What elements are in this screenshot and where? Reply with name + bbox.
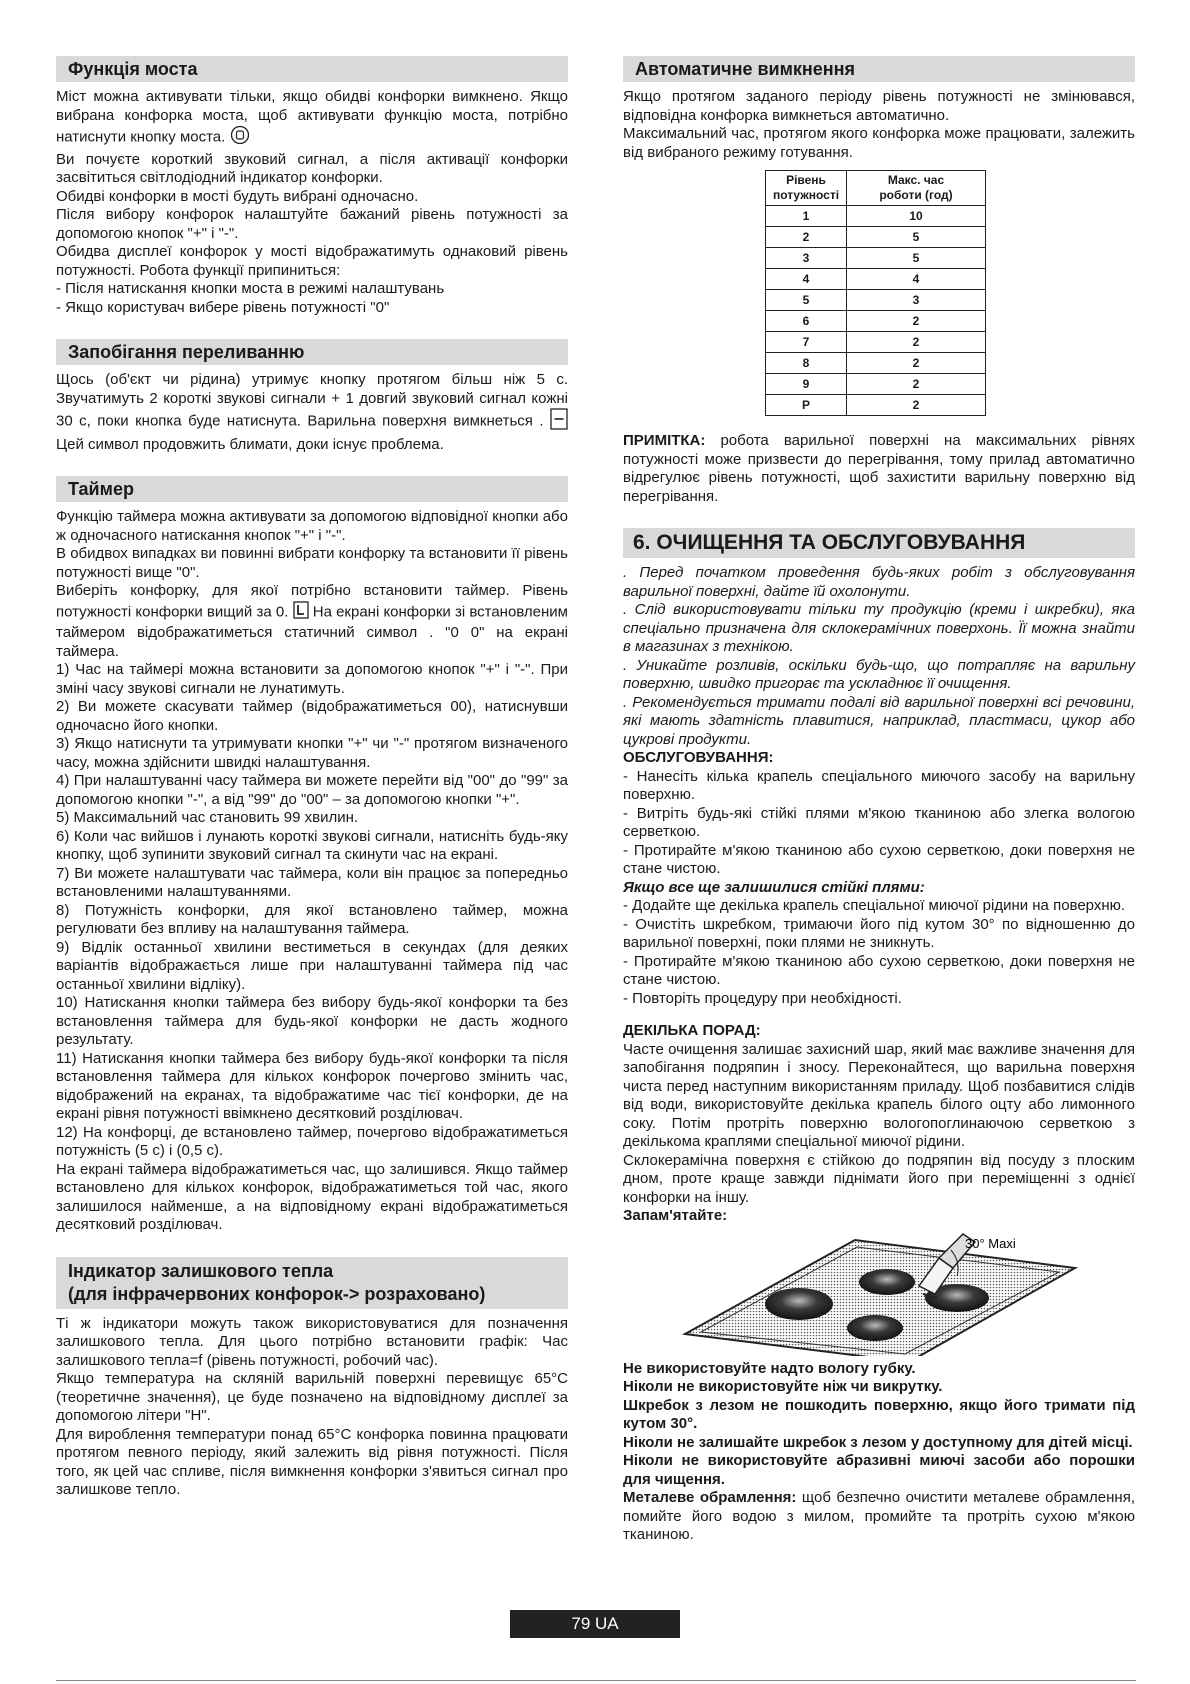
max-time-table-body (766, 206, 986, 416)
maintenance-step-1: - Нанесіть кілька крапель спеціального миючого засобу на варильну поверхню. (623, 767, 1135, 803)
table-row (766, 395, 986, 416)
power-level-cell: 2 (766, 227, 847, 248)
residual-text-2: Якщо температура на скляній варильній поверхні перевищує 65°C (теоретичне значення), це буде позначено на відповідному дисплеї за допомогою літери "H". (56, 1370, 568, 1424)
residual-heading-line-2: (для інфрачервоних конфорок-> розраховано) (68, 1283, 486, 1304)
timer-item-3: 3) Якщо натиснути та утримувати кнопки "+" чи "-" протягом визначеного часу, можна здійснити швидкі налаштування. (56, 735, 568, 771)
bridge-button-icon (230, 125, 250, 151)
timer-item-8: 8) Потужність конфорки, для якої встановлено таймер, можна регулювати без впливу на налаштування таймера. (56, 901, 568, 937)
stain-step-2: - Очистіть шкребком, тримаючи його під кутом 30° по відношенню до варильної поверхні, поки плями не зникнуть. (623, 915, 1135, 951)
bridge-bullet-2: - Якщо користувач вибере рівень потужності "0" (56, 298, 390, 316)
maintenance-label: ОБСЛУГОВУВАННЯ: (623, 749, 774, 766)
maintenance-step-3: - Протирайте м'якою тканиною або сухою серветкою, доки поверхня не стане чистою. (623, 841, 1135, 877)
table-row (766, 227, 986, 248)
max-hours-cell: 2 (847, 395, 986, 416)
max-hours-cell: 2 (847, 332, 986, 353)
bridge-heading: Функція моста (56, 56, 568, 82)
tips-text-1: Часте очищення залишає захисний шар, який має важливе значення для запобігання подряпин і зносу. Переконайтеся, що варильна поверхня чиста перед наступним використанням приладу. Щоб позбавитися слідів від води, використовуйте декілька крапель білого оцту або лимонного соку. Потім протріть поверхню вологопоглинаючою серветкою з декількома краплями спеціальної миючої рідини. (623, 1040, 1135, 1150)
remember-label: Запам'ятайте: (623, 1207, 728, 1224)
power-level-cell: 4 (766, 269, 847, 290)
bridge-text-5: Обидва дисплеї конфорок у мості відображатимуть однаковий рівень потужності. Робота функції припиниться: (56, 243, 568, 279)
table-row (766, 311, 986, 332)
tips-text-2: Склокерамічна поверхня є стійкою до подряпин від посуду з плоским дном, проте краще завжди піднімати його при переміщенні з однієї конфорки на іншу. (623, 1151, 1135, 1206)
angle-label: 30° Maxi (965, 1235, 1016, 1251)
overflow-heading: Запобігання переливанню (56, 339, 568, 365)
burner-4 (847, 1315, 903, 1341)
timer-item-7: 7) Ви можете налаштувати час таймера, коли він працює за попередньо встановленими налаштуваннями. (56, 864, 568, 900)
timer-text-4: На екрані таймера відображатиметься час, що залишився. Якщо таймер встановлено для кількох конфорок, відображатиметься той час, якого залишилося найменше, а на відповідному екрані відображатиметься десятковий розділювач. (56, 1160, 568, 1233)
timer-text-3: Виберіть конфорку, для якої потрібно встановити таймер. Рівень потужності конфорки вищий за 0. На екрані конфорки зі встановленим таймером відображатиметься статичний символ . "0 0" на екрані таймера. (56, 582, 568, 660)
footer-divider (56, 1680, 1136, 1681)
residual-text-1: Ті ж індикатори можуть також використовуватися для позначення залишкового тепла. Для цього потрібно встановити графік: Час залишкового тепла=f (рівень потужності, робочий час). (56, 1314, 568, 1369)
table-row (766, 269, 986, 290)
page-number: 79 UA (510, 1610, 680, 1638)
scraper-illustration (623, 1232, 1135, 1356)
timer-item-6: 6) Коли час вийшов і лунають короткі звукові сигнали, натисніть будь-яку кнопку, щоб зупинити звуковий сигнал та скинути час на екрані. (56, 827, 568, 863)
burner-2 (859, 1269, 915, 1295)
warning-3: Шкребок з лезом не пошкодить поверхню, якщо його тримати під кутом 30°. (623, 1396, 1135, 1432)
stain-label: Якщо все ще залишилися стійкі плями: (623, 878, 925, 896)
warning-2: Ніколи не використовуйте ніж чи викрутку. (623, 1378, 943, 1395)
cleaning-tip-2: . Слід використовувати тільки ту продукцію (креми і шкребки), яка спеціально призначена для склокерамічних поверхонь. Її можна знайти в магазинах з технікою. (623, 601, 1135, 655)
warning-5: Ніколи не використовуйте абразивні миючі засоби або порошки для чищення. (623, 1452, 1135, 1488)
residual-heading (56, 1257, 568, 1309)
left-column (56, 56, 568, 1500)
cleaning-tip-4: . Рекомендується тримати подалі від варильної поверхні всі речовини, які мають здатність плавитися, наприклад, пластмаси, цукор або цукрові продукти. (623, 693, 1135, 748)
timer-item-1: 1) Час на таймері можна встановити за допомогою кнопок "+" і "-". При зміні часу звукові сигнали не лунатимуть. (56, 661, 568, 697)
timer-text-1: Функцію таймера можна активувати за допомогою відповідної кнопки або ж одночасного натискання кнопок "+" і "-". (56, 508, 568, 544)
timer-symbol-icon (293, 601, 309, 625)
max-hours-cell: 4 (847, 269, 986, 290)
max-time-table (765, 170, 986, 416)
burner-1 (765, 1288, 833, 1320)
bridge-text-4: Після вибору конфорок налаштуйте бажаний рівень потужності за допомогою кнопок "+" і "-". (56, 206, 568, 242)
residual-heading-line-1: Індикатор залишкового тепла (68, 1260, 334, 1281)
power-level-cell: 3 (766, 248, 847, 269)
table-row (766, 374, 986, 395)
overflow-text: Щось (об'єкт чи рідина) утримує кнопку протягом більш ніж 5 с. Звучатимуть 2 короткі звукові сигнали + 1 довгий звуковий сигнал кожні 30 с, поки кнопка буде натиснута. Варильна поверхня вимкнеться . Цей символ продовжить блимати, доки існує проблема. (56, 371, 568, 453)
error-symbol-icon (550, 408, 568, 436)
warning-4: Ніколи не залишайте шкребок з лезом у доступному для дітей місці. (623, 1433, 1133, 1451)
table-row (766, 248, 986, 269)
bridge-text-2: Ви почуєте короткий звуковий сигнал, а після активації конфорки засвітиться світлодіодний індикатор конфорки. (56, 150, 568, 186)
warning-1: Не використовуйте надто вологу губку. (623, 1359, 916, 1377)
timer-item-2: 2) Ви можете скасувати таймер (відображатиметься 00), натиснувши одночасно його кнопки. (56, 698, 568, 734)
power-level-cell: 9 (766, 374, 847, 395)
max-hours-cell: 2 (847, 311, 986, 332)
bridge-bullet-1: - Після натискання кнопки моста в режимі налаштувань (56, 280, 445, 297)
maintenance-step-2: - Витріть будь-які стійкі плями м'якою тканиною або злегка вологою серветкою. (623, 804, 1135, 840)
stain-step-4: - Повторіть процедуру при необхідності. (623, 989, 902, 1007)
metal-frame-text: Металеве обрамлення: щоб безпечно очистити металеве обрамлення, помийте його водою з милом, промийте та протріть сухою м'якою тканиною. (623, 1489, 1135, 1543)
power-level-cell: P (766, 395, 847, 416)
max-hours-cell: 10 (847, 206, 986, 227)
timer-item-9: 9) Відлік останньої хвилини вестиметься в секундах (для деяких варіантів відображається лише при налаштуванні таймера під час останньої хвилини відліку). (56, 938, 568, 993)
cleaning-tip-3: . Уникайте розливів, оскільки будь-що, що потрапляє на варильну поверхню, швидко пригорає та ускладнює її очищення. (623, 656, 1135, 692)
power-level-cell: 1 (766, 206, 847, 227)
auto-off-heading: Автоматичне вимкнення (623, 56, 1135, 82)
cooktop-scraper-drawing (623, 1232, 1135, 1356)
max-hours-cell: 5 (847, 248, 986, 269)
timer-item-5: 5) Максимальний час становить 99 хвилин. (56, 809, 359, 826)
timer-text-2: В обидвох випадках ви повинні вибрати конфорку та встановити її рівень потужності вище "0". (56, 545, 568, 581)
timer-item-12: 12) На конфорці, де встановлено таймер, почергово відображатиметься потужність (5 с) і (0,5 с). (56, 1123, 568, 1159)
timer-heading: Таймер (56, 476, 568, 502)
power-level-cell: 7 (766, 332, 847, 353)
max-hours-cell: 2 (847, 353, 986, 374)
cleaning-tip-1: . Перед початком проведення будь-яких робіт з обслуговування варильної поверхні, дайте їй охолонути. (623, 564, 1135, 600)
max-hours-cell: 2 (847, 374, 986, 395)
auto-off-note: ПРИМІТКА: робота варильної поверхні на максимальних рівнях потужності може призвести до перегрівання, тому прилад автоматично відрегулює рівень потужності, щоб захистити варильну поверхню від перегрівання. (623, 432, 1135, 505)
stain-step-1: - Додайте ще декілька крапель спеціальної миючої рідини на поверхню. (623, 897, 1126, 914)
bridge-text-1: Міст можна активувати тільки, якщо обидві конфорки вимкнено. Якщо вибрана конфорка моста, щоб активувати функцію моста, потрібно натиснути кнопку моста. (56, 88, 568, 151)
table-row (766, 332, 986, 353)
timer-item-11: 11) Натискання кнопки таймера без вибору будь-якої конфорки та після встановлення таймера для кількох конфорок почергово змінить час, відображений на екранах, та відображатиме час тієї конфорки, де на екрані рівня потужності ввімкнено десятковий розділювач. (56, 1049, 568, 1122)
timer-item-4: 4) При налаштуванні часу таймера ви можете перейти від "00" до "99" за допомогою кнопки "-", а від "99" до "00" – за допомогою кнопки "+". (56, 772, 568, 808)
right-column (623, 56, 1135, 1545)
residual-text-3: Для вироблення температури понад 65°C конфорка повинна працювати протягом певного періоду, який залежить від рівня потужності. Після того, як цей час спливе, після вимкнення конфорки з'явиться сигнал про залишкове тепло. (56, 1425, 568, 1498)
table-row (766, 353, 986, 374)
table-header-time: Макс. час роботи (год) (847, 171, 986, 206)
auto-off-text-1: Якщо протягом заданого періоду рівень потужності не змінювався, відповідна конфорка вимкнеться автоматично. (623, 88, 1135, 124)
table-row (766, 290, 986, 311)
table-row (766, 206, 986, 227)
power-level-cell: 6 (766, 311, 847, 332)
auto-off-text-2: Максимальний час, протягом якого конфорка може працювати, залежить від вибраного режиму готування. (623, 125, 1135, 161)
timer-item-10: 10) Натискання кнопки таймера без вибору будь-якої конфорки та без встановлення таймера для будь-якої конфорки не дасть жодного результату. (56, 994, 568, 1048)
power-level-cell: 8 (766, 353, 847, 374)
max-hours-cell: 3 (847, 290, 986, 311)
tips-label: ДЕКІЛЬКА ПОРАД: (623, 1022, 761, 1039)
bridge-text-3: Обидві конфорки в мості будуть вибрані одночасно. (56, 187, 419, 205)
max-hours-cell: 5 (847, 227, 986, 248)
stain-step-3: - Протирайте м'якою тканиною або сухою серветкою, доки поверхня не стане чистою. (623, 952, 1135, 988)
table-header-power: Рівень потужності (766, 171, 847, 206)
cleaning-heading: 6. ОЧИЩЕННЯ ТА ОБСЛУГОВУВАННЯ (623, 528, 1135, 558)
power-level-cell: 5 (766, 290, 847, 311)
